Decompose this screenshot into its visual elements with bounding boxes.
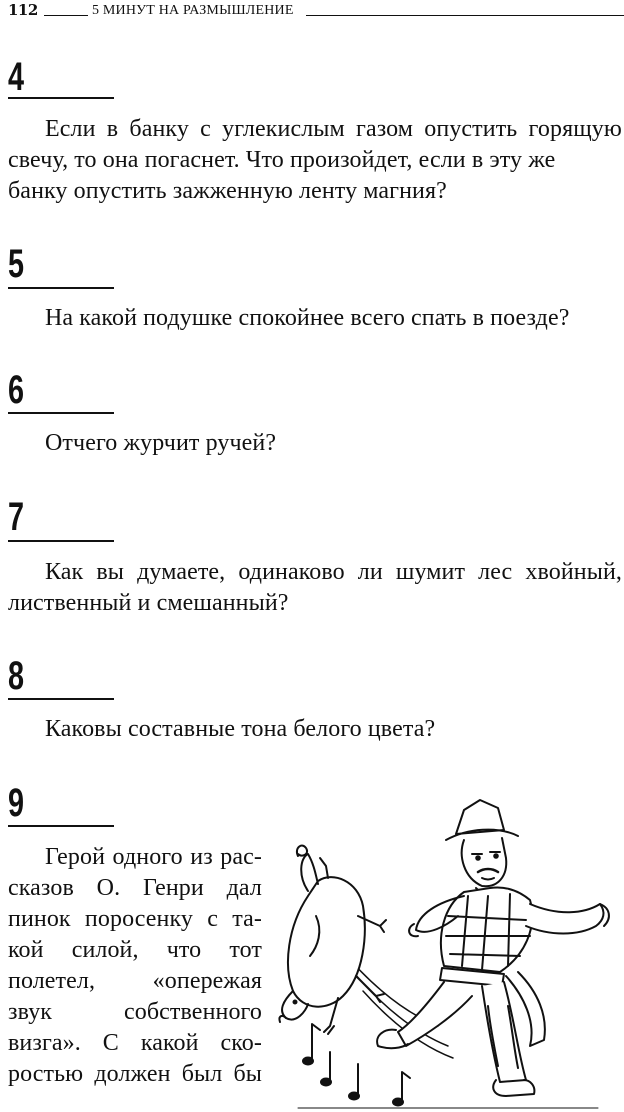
- question-number-4: 4: [8, 55, 25, 99]
- book-title: 5 МИНУТ НА РАЗМЫШЛЕНИЕ: [92, 3, 294, 18]
- word: пинок: [8, 906, 71, 932]
- word: одинаково: [238, 559, 345, 585]
- word: вы: [96, 559, 125, 585]
- word: углекислым: [222, 116, 345, 142]
- word: тот: [229, 937, 262, 963]
- question-9-line-1: [8, 842, 262, 873]
- word: полетел,: [8, 968, 96, 994]
- word: Герой: [45, 844, 106, 870]
- question-9-line-2: [8, 873, 262, 904]
- question-4-line-3: банку опустить зажженную ленту магния?: [8, 178, 447, 204]
- word: с: [200, 116, 211, 142]
- word: та-: [232, 906, 262, 932]
- question-9-line-3: [8, 904, 262, 935]
- music-notes-icon: [303, 1024, 410, 1106]
- question-number-7: 7: [8, 495, 25, 539]
- word: одного: [112, 844, 183, 870]
- question-number-9: 9: [8, 781, 25, 825]
- word: ско-: [220, 1030, 262, 1056]
- header-rule-left: [44, 15, 88, 16]
- question-text-5: [8, 303, 622, 334]
- word: опустить: [424, 116, 518, 142]
- word: бы: [233, 1061, 262, 1087]
- man-kicking-pig-illustration: [268, 796, 624, 1112]
- question-rule-4: [8, 97, 114, 99]
- question-number-5: 5: [8, 242, 25, 286]
- word: из: [190, 844, 213, 870]
- question-rule-5: [8, 287, 114, 289]
- question-8-line-1: Каковы составные тона белого цвета?: [45, 716, 436, 742]
- pig-icon: [279, 846, 386, 1034]
- question-5-line-1: На какой подушке спокойнее всего спать в поезде?: [45, 305, 570, 331]
- question-rule-6: [8, 412, 114, 414]
- word: думаете,: [137, 559, 226, 585]
- question-rule-8: [8, 698, 114, 700]
- question-4-line-2: свечу, то она погаснет. Что произойдет, если в эту же: [8, 147, 556, 173]
- word: «опережая: [152, 968, 262, 994]
- word: горящую: [528, 116, 622, 142]
- word: собственного: [124, 999, 262, 1025]
- question-text-4: [8, 114, 622, 207]
- question-rule-9: [8, 825, 114, 827]
- word: рас-: [220, 844, 262, 870]
- page-number: 112: [8, 1, 38, 19]
- question-7-line-2: лиственный и смешанный?: [8, 590, 289, 616]
- word: ростью: [8, 1061, 84, 1087]
- word: Если: [45, 116, 96, 142]
- question-9-line-5: [8, 966, 262, 997]
- word: визга».: [8, 1030, 81, 1056]
- question-9-line-4: [8, 935, 262, 966]
- man-icon: [377, 800, 609, 1096]
- question-9-line-8: [8, 1059, 262, 1090]
- word: сказов: [8, 875, 74, 901]
- word: С: [102, 1030, 119, 1056]
- question-text-8: [8, 714, 622, 745]
- running-head: [8, 2, 624, 20]
- question-text-6: [8, 428, 622, 459]
- question-rule-7: [8, 540, 114, 542]
- word: лес: [478, 559, 513, 585]
- word: газом: [356, 116, 414, 142]
- word: Генри: [142, 875, 204, 901]
- word: Как: [45, 559, 84, 585]
- word: О.: [96, 875, 121, 901]
- word: что: [166, 937, 202, 963]
- question-6-line-1: Отчего журчит ручей?: [45, 430, 277, 456]
- word: ли: [357, 559, 383, 585]
- header-rule-right: [306, 15, 624, 16]
- word: должен: [94, 1061, 171, 1087]
- question-text-9: [8, 842, 262, 1090]
- word: с: [207, 906, 219, 932]
- word: банку: [129, 116, 189, 142]
- word: кой: [8, 937, 44, 963]
- question-number-6: 6: [8, 368, 25, 412]
- word: поросенку: [84, 906, 194, 932]
- question-number-8: 8: [8, 654, 25, 698]
- word: в: [106, 116, 119, 142]
- word: какой: [140, 1030, 199, 1056]
- word: хвойный,: [525, 559, 622, 585]
- question-9-line-7: [8, 1028, 262, 1059]
- question-text-7: [8, 557, 622, 619]
- question-4-line-1: [8, 114, 622, 145]
- word: дал: [226, 875, 262, 901]
- question-9-line-6: [8, 997, 262, 1028]
- question-7-line-1: [8, 557, 622, 588]
- word: звук: [8, 999, 53, 1025]
- word: шумит: [395, 559, 466, 585]
- word: был: [181, 1061, 223, 1087]
- word: силой,: [71, 937, 139, 963]
